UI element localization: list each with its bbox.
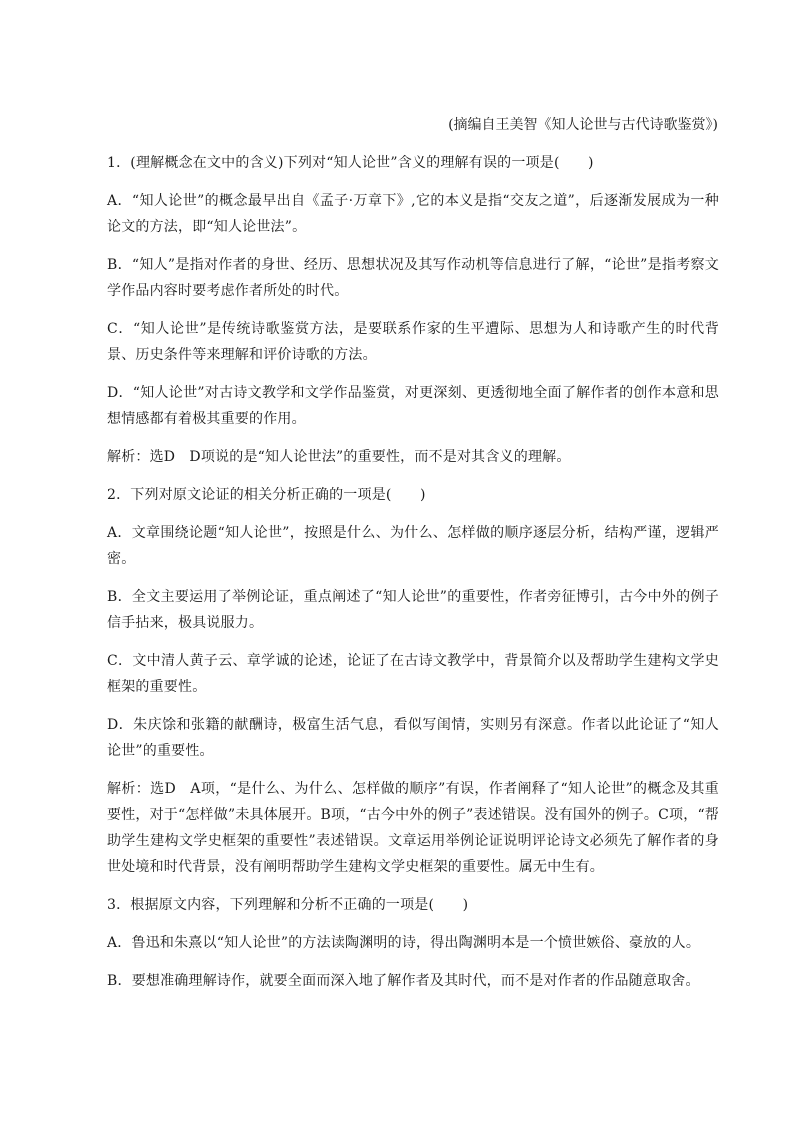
source-citation: (摘编自王美智《知人论世与古代诗歌鉴赏》) (448, 117, 718, 133)
question-2-option-a: A．文章围绕论题“知人论世”，按照是什么、为什么、怎样做的顺序逐层分析，结构严谨，逻辑严密。 (107, 525, 719, 567)
question-1-analysis: 解析：选D D项说的是“知人论世法”的重要性，而不是对其含义的理解。 (107, 449, 571, 465)
question-1-option-c: C．“知人论世”是传统诗歌鉴赏方法，是要联系作家的生平遭际、思想为人和诗歌产生的时代背景、历史条件等来理解和评价诗歌的方法。 (107, 321, 719, 363)
question-3-stem: 3．根据原文内容，下列理解和分析不正确的一项是( ) (107, 897, 469, 913)
question-content (107, 150, 719, 1006)
question-1-option-d: D．“知人论世”对古诗文教学和文学作品鉴赏，对更深刻、更透彻地全面了解作者的创作本意和思想情感都有着极其重要的作用。 (107, 385, 719, 427)
question-2-option-c: C．文中清人黄子云、章学诚的论述，论证了在古诗文教学中，背景简介以及帮助学生建构文学史框架的重要性。 (107, 653, 719, 695)
question-2-analysis: 解析：选D A项，“是什么、为什么、怎样做的顺序”有误，作者阐释了“知人论世”的概念及其重要性，对于“怎样做”未具体展开。B项，“古今中外的例子”表述错误。没有国外的例子。C项，“帮助学生建构文学史框架的重要性”表述错误。文章运用举例论证说明评论诗文必须先了解作者的身世处境和时代背景，没有阐明帮助学生建构文学史框架的重要性。属无中生有。 (107, 781, 719, 875)
question-3-option-a: A．鲁迅和朱熹以“知人论世”的方法读陶渊明的诗，得出陶渊明本是一个愤世嫉俗、豪放的人。 (107, 935, 701, 951)
question-1-option-b: B．“知人”是指对作者的身世、经历、思想状况及其写作动机等信息进行了解，“论世”是指考察文学作品内容时要考虑作者所处的时代。 (107, 257, 719, 299)
question-2-option-d: D．朱庆馀和张籍的献酬诗，极富生活气息，看似写闺情，实则另有深意。作者以此论证了“知人论世”的重要性。 (107, 717, 719, 759)
question-1-stem: 1．(理解概念在文中的含义)下列对“知人论世”含义的理解有误的一项是( ) (107, 155, 594, 171)
question-2-stem: 2．下列对原文论证的相关分析正确的一项是( ) (107, 487, 426, 503)
question-1-option-a: A．“知人论世”的概念最早出自《孟子·万章下》,它的本义是指“交友之道”，后逐渐发展成为一种论文的方法，即“知人论世法”。 (107, 193, 719, 235)
question-2-option-b: B．全文主要运用了举例论证，重点阐述了“知人论世”的重要性，作者旁征博引，古今中外的例子信手拈来，极具说服力。 (107, 589, 719, 631)
question-3-option-b: B．要想准确理解诗作，就要全面而深入地了解作者及其时代，而不是对作者的作品随意取舍。 (107, 973, 700, 989)
